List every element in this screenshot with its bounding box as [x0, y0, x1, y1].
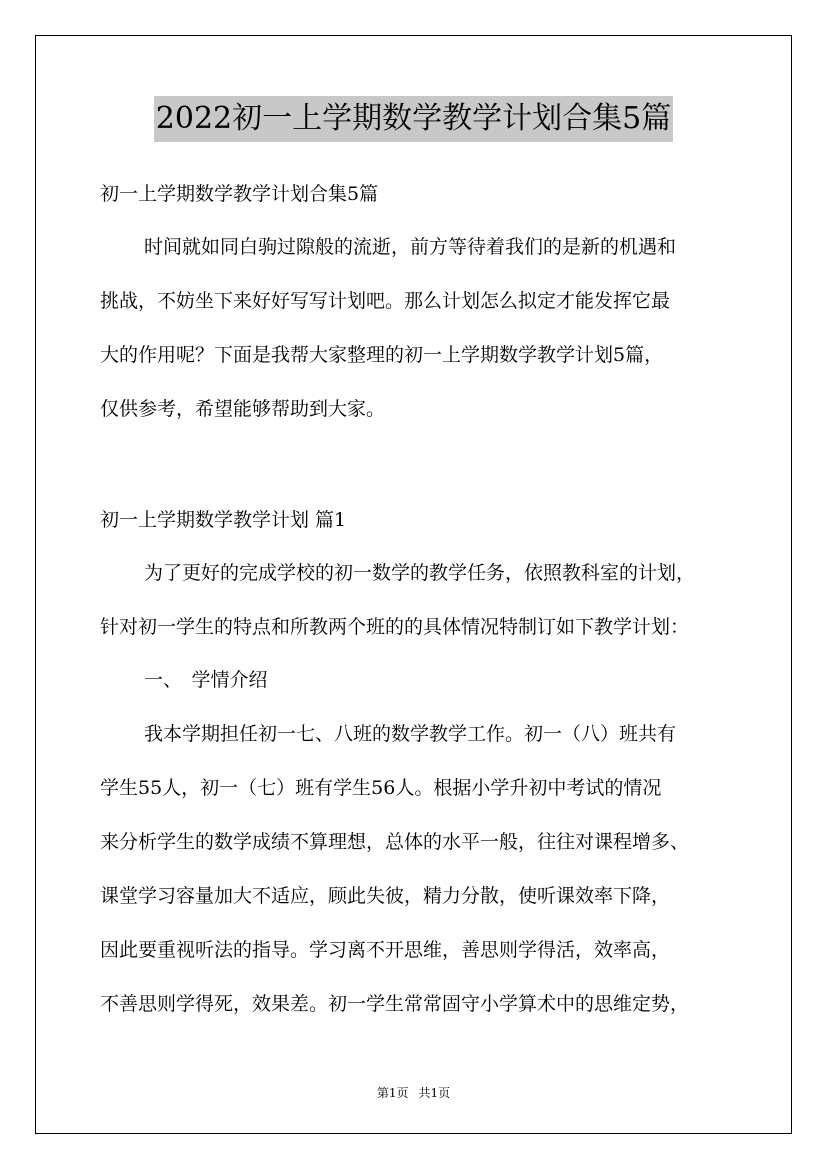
document-subtitle: 初一上学期数学教学计划合集5篇 — [100, 183, 379, 205]
page-footer — [0, 1084, 827, 1101]
intro-line-2: 挑战，不妨坐下来好好写写计划吧。那么计划怎么拟定才能发挥它最 — [100, 290, 671, 312]
document-title: 2022初一上学期数学教学计划合集5篇 — [154, 96, 673, 142]
subheading: 一、 学情介绍 — [144, 669, 268, 691]
body-line-2: 学生55人，初一（七）班有学生56人。根据小学升初中考试的情况 — [100, 777, 662, 799]
page-total: 共1页 — [418, 1086, 451, 1100]
body-line-1: 我本学期担任初一七、八班的数学教学工作。初一（八）班共有 — [144, 723, 677, 745]
section-para-line-1: 为了更好的完成学校的初一数学的教学任务，依照教科室的计划， — [144, 562, 696, 584]
body-line-6: 不善思则学得死，效果差。初一学生常常固守小学算术中的思维定势， — [100, 993, 690, 1015]
body-line-4: 课堂学习容量加大不适应，顾此失彼，精力分散，使听课效率下降， — [100, 885, 671, 907]
body-line-5: 因此要重视听法的指导。学习离不开思维，善思则学得活，效率高， — [100, 939, 671, 961]
title-container — [0, 96, 827, 142]
section-para-line-2: 针对初一学生的特点和所教两个班的的具体情况特制订如下教学计划： — [100, 616, 690, 638]
intro-line-3: 大的作用呢？下面是我帮大家整理的初一上学期数学教学计划5篇， — [100, 344, 664, 366]
body-line-3: 来分析学生的数学成绩不算理想，总体的水平一般，往往对课程增多、 — [100, 831, 690, 853]
intro-line-4: 仅供参考，希望能够帮助到大家。 — [100, 398, 386, 420]
section-heading: 初一上学期数学教学计划 篇1 — [100, 509, 347, 531]
intro-line-1: 时间就如同白驹过隙般的流逝，前方等待着我们的是新的机遇和 — [144, 236, 677, 258]
page-number: 第1页 — [376, 1086, 409, 1100]
